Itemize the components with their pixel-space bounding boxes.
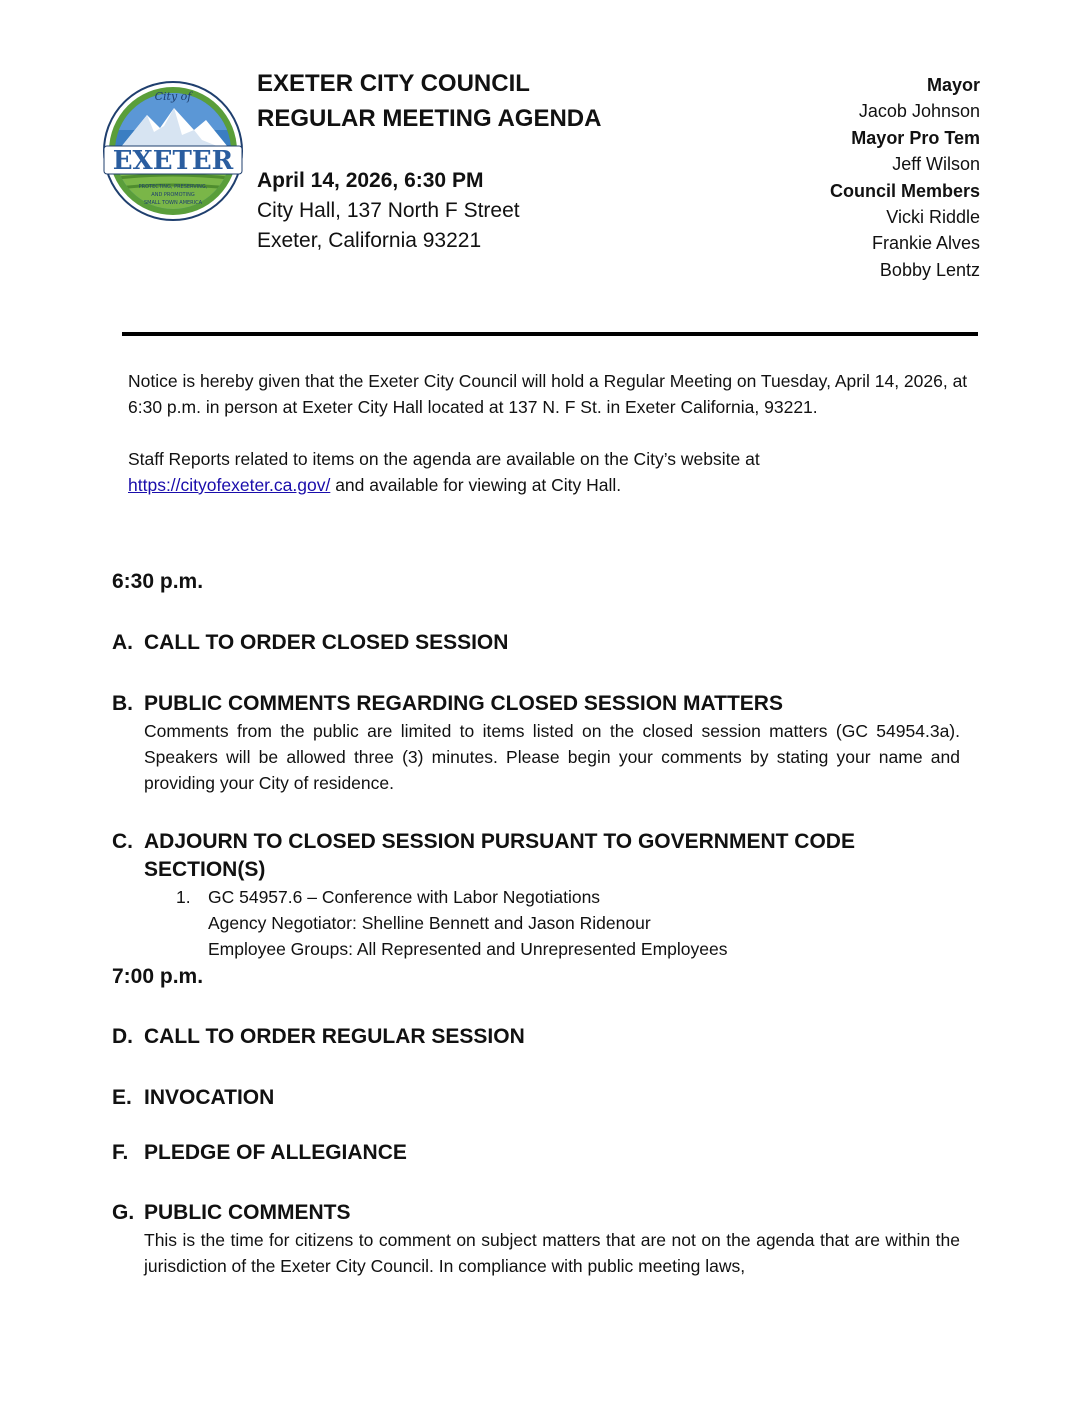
- member-name: Frankie Alves: [871, 233, 980, 254]
- session-time-closed: 6:30 p.m.: [112, 570, 204, 593]
- session-time-regular: 7:00 p.m.: [112, 965, 204, 988]
- address-line-2: Exeter, California 93221: [257, 229, 482, 252]
- item-title: CALL TO ORDER REGULAR SESSION: [144, 1025, 525, 1048]
- address-line-1: City Hall, 137 North F Street: [257, 199, 520, 222]
- member-name: Bobby Lentz: [879, 259, 980, 280]
- item-body: Comments from the public are limited to items listed on the closed session matters (GC 54954.3a). Speakers will be allowed three (3) minutes. Please begin your comments by stating your name and providing your City of residence.: [144, 721, 960, 793]
- item-title: INVOCATION: [144, 1086, 275, 1109]
- notice-paragraph: Notice is hereby given that the Exeter City Council will hold a Regular Meeting on Tuesday, April 14, 2026, at 6:30 p.m. in person at Exeter City Hall located at 137 N. F St. in Exeter California, 93221.: [128, 371, 968, 417]
- item-title: PLEDGE OF ALLEGIANCE: [144, 1141, 407, 1164]
- item-body: This is the time for citizens to comment on subject matters that are not on the agenda that are within the jurisdiction of the Exeter City Council. In compliance with public meeting laws,: [144, 1230, 960, 1276]
- sub-item: 1. GC 54957.6 – Conference with Labor Negotiations Agency Negotiator: Shelline Bennett and Jason Ridenour Employee Groups: All Represented and Unrepresented Employees: [176, 887, 728, 959]
- meeting-date: April 14, 2026, 6:30 PM: [257, 169, 484, 192]
- agenda-item-a: A. CALL TO ORDER CLOSED SESSION: [112, 629, 960, 657]
- agenda-item-b: B. PUBLIC COMMENTS REGARDING CLOSED SESSION MATTERS Comments from the public are limited to items listed on the closed session matters (GC 54954.3a). Speakers will be allowed three (3) minutes. Please begin your comments by stating your name and providing your City of residence.: [112, 690, 960, 796]
- meeting-notice: [128, 368, 968, 524]
- council-title: EXETER CITY COUNCIL: [257, 70, 530, 97]
- agenda-header: [257, 66, 601, 256]
- svg-text:EXETER: EXETER: [112, 146, 234, 176]
- item-title: CALL TO ORDER CLOSED SESSION: [144, 631, 509, 654]
- header-divider: [122, 332, 978, 336]
- pro-tem-name: Jeff Wilson: [892, 154, 980, 175]
- svg-text:City of: City of: [154, 90, 192, 103]
- mayor-role: Mayor: [926, 75, 980, 95]
- item-title: PUBLIC COMMENTS: [144, 1201, 351, 1224]
- agenda-item-f: F. PLEDGE OF ALLEGIANCE: [112, 1139, 960, 1167]
- agenda-item-d: D. CALL TO ORDER REGULAR SESSION: [112, 1023, 960, 1051]
- member-name: Vicki Riddle: [886, 207, 980, 228]
- mayor-name: Jacob Johnson: [858, 101, 980, 122]
- agenda-item-e: E. INVOCATION: [112, 1084, 960, 1112]
- svg-text:AND PROMOTING: AND PROMOTING: [151, 192, 195, 198]
- agenda-item-c: C. ADJOURN TO CLOSED SESSION PURSUANT TO GOVERNMENT CODE SECTION(S) 1. GC 54957.6 – Conference with Labor Negotiations Agency Negotiator: Shelline Bennett and Jason Ridenour Employee Groups: All Represented and Unrepresented Employees: [112, 828, 960, 962]
- staff-reports-paragraph: Staff Reports related to items on the agenda are available on the City’s website at https://cityofexeter.ca.gov/ and available for viewing at City Hall.: [128, 449, 760, 495]
- pro-tem-role: Mayor Pro Tem: [851, 127, 980, 148]
- svg-text:SMALL TOWN AMERICA: SMALL TOWN AMERICA: [143, 200, 203, 206]
- city-website-link[interactable]: https://cityofexeter.ca.gov/: [128, 475, 331, 495]
- city-seal-logo: [102, 80, 244, 222]
- item-title: ADJOURN TO CLOSED SESSION PURSUANT TO GOVERNMENT CODE SECTION(S): [144, 830, 855, 881]
- members-role: Council Members: [829, 180, 980, 201]
- svg-text:PROTECTING, PRESERVING,: PROTECTING, PRESERVING,: [138, 184, 208, 190]
- agenda-item-g: G. PUBLIC COMMENTS This is the time for citizens to comment on subject matters that are not on the agenda that are within the jurisdiction of the Exeter City Council. In compliance with public meeting laws,: [112, 1199, 960, 1279]
- agenda-title: REGULAR MEETING AGENDA: [257, 105, 602, 132]
- item-title: PUBLIC COMMENTS REGARDING CLOSED SESSION MATTERS: [144, 692, 783, 715]
- council-roster: [830, 72, 980, 283]
